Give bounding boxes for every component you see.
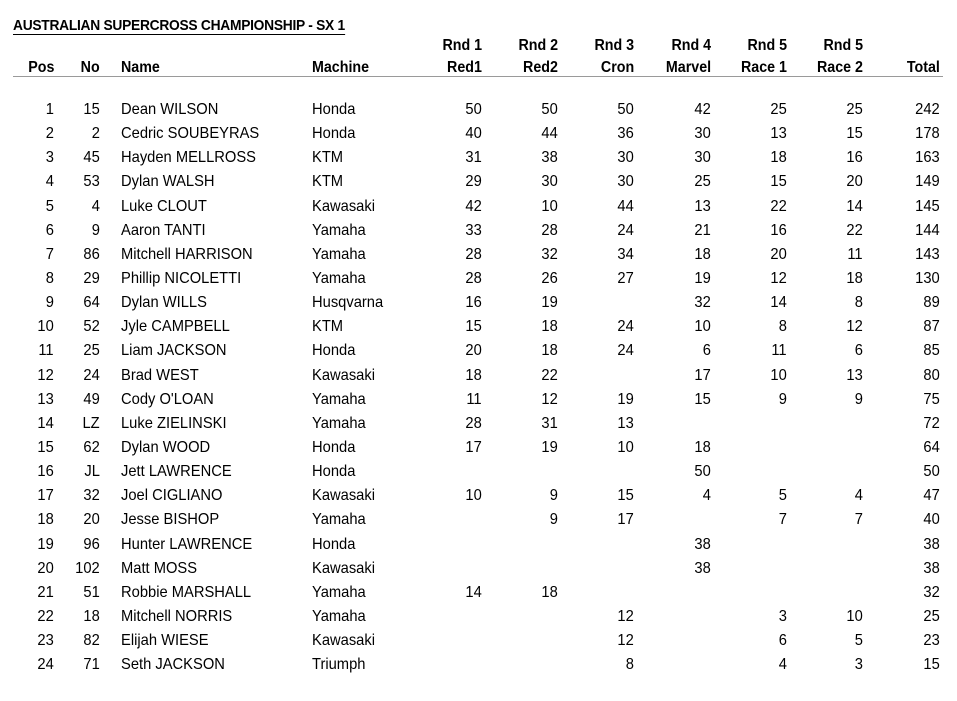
- cell-r1: 20: [465, 342, 482, 360]
- cell-machine: Husqvarna: [312, 294, 384, 312]
- cell-no: 4: [91, 197, 100, 215]
- table-row: [0, 339, 957, 363]
- header-rnd4-top: Rnd 4: [671, 37, 711, 54]
- table-row: [0, 605, 957, 629]
- cell-pos: 6: [45, 221, 54, 239]
- cell-r2: 26: [541, 269, 558, 287]
- cell-r2: 38: [541, 149, 558, 167]
- cell-no: 53: [83, 173, 100, 191]
- header-rnd5b-bottom: Race 2: [817, 59, 863, 76]
- cell-r2: 31: [541, 414, 558, 432]
- cell-no: 71: [83, 656, 100, 674]
- cell-machine: Yamaha: [312, 414, 366, 432]
- cell-no: 82: [83, 632, 100, 650]
- cell-r3: 12: [617, 607, 634, 625]
- cell-r2: 22: [541, 366, 558, 384]
- cell-r3: 8: [625, 656, 634, 674]
- cell-no: 62: [83, 438, 100, 456]
- cell-total: 40: [923, 511, 940, 529]
- cell-r5a: 14: [770, 294, 787, 312]
- cell-total: 32: [923, 583, 940, 601]
- page-title: AUSTRALIAN SUPERCROSS CHAMPIONSHIP - SX 1: [13, 17, 345, 34]
- cell-total: 47: [923, 487, 940, 505]
- cell-r5b: 7: [854, 511, 863, 529]
- cell-r5a: 3: [778, 607, 787, 625]
- header-name: Name: [121, 59, 160, 76]
- cell-r4: 18: [694, 245, 711, 263]
- cell-r3: 15: [617, 487, 634, 505]
- cell-pos: 14: [37, 414, 54, 432]
- cell-machine: Honda: [312, 101, 356, 118]
- cell-r4: 18: [694, 438, 711, 456]
- cell-name: Cody O'LOAN: [121, 390, 214, 408]
- cell-r2: 18: [541, 583, 558, 601]
- cell-machine: Honda: [312, 125, 356, 143]
- cell-machine: Yamaha: [312, 583, 366, 601]
- cell-pos: 10: [37, 318, 54, 336]
- cell-r5a: 20: [770, 245, 787, 263]
- cell-name: Liam JACKSON: [121, 342, 227, 360]
- cell-r3: 17: [617, 511, 634, 529]
- header-no: No: [80, 59, 100, 76]
- header-rnd2-bottom: Red2: [523, 59, 558, 76]
- cell-name: Jesse BISHOP: [121, 511, 220, 529]
- cell-r1: 28: [465, 414, 482, 432]
- cell-no: 86: [83, 245, 100, 263]
- cell-machine: Yamaha: [312, 607, 366, 625]
- cell-pos: 17: [37, 487, 54, 505]
- cell-total: 130: [915, 269, 940, 287]
- table-row: [0, 146, 957, 170]
- table-row: [0, 629, 957, 653]
- cell-r5b: 20: [846, 173, 863, 191]
- cell-name: Dean WILSON: [121, 101, 219, 118]
- cell-pos: 21: [37, 583, 54, 601]
- cell-r5a: 25: [770, 101, 787, 118]
- cell-r5a: 10: [770, 366, 787, 384]
- cell-r2: 28: [541, 221, 558, 239]
- cell-r4: 38: [694, 535, 711, 553]
- header-rnd3-bottom: Cron: [600, 59, 634, 76]
- cell-machine: Yamaha: [312, 221, 366, 239]
- cell-name: Elijah WIESE: [121, 632, 209, 650]
- cell-total: 242: [915, 101, 940, 118]
- cell-pos: 15: [37, 438, 54, 456]
- cell-machine: Kawasaki: [312, 559, 376, 577]
- cell-no: 64: [83, 294, 100, 312]
- cell-r2: 9: [549, 487, 558, 505]
- cell-name: Dylan WOOD: [121, 438, 211, 456]
- cell-total: 87: [923, 318, 940, 336]
- table-row: [0, 557, 957, 581]
- cell-r5b: 18: [846, 269, 863, 287]
- table-row: [0, 460, 957, 484]
- header-rnd5a-top: Rnd 5: [747, 37, 787, 54]
- cell-r2: 9: [549, 511, 558, 529]
- cell-pos: 1: [45, 101, 54, 118]
- cell-r4: 21: [694, 221, 711, 239]
- cell-total: 72: [923, 414, 940, 432]
- cell-r5b: 25: [846, 101, 863, 118]
- cell-r5b: 10: [846, 607, 863, 625]
- cell-total: 85: [923, 342, 940, 360]
- cell-no: 45: [83, 149, 100, 167]
- cell-r2: 30: [541, 173, 558, 191]
- cell-total: 38: [923, 535, 940, 553]
- table-row: [0, 412, 957, 436]
- cell-r1: 40: [465, 125, 482, 143]
- cell-r2: 19: [541, 438, 558, 456]
- cell-r5a: 9: [778, 390, 787, 408]
- cell-r3: 44: [617, 197, 634, 215]
- cell-r5a: 12: [770, 269, 787, 287]
- header-divider: [13, 76, 943, 77]
- cell-r4: 19: [694, 269, 711, 287]
- table-row: [0, 388, 957, 412]
- cell-r5b: 6: [854, 342, 863, 360]
- cell-pos: 3: [45, 149, 54, 167]
- cell-total: 15: [923, 656, 940, 674]
- cell-pos: 4: [45, 173, 54, 191]
- cell-r4: 10: [694, 318, 711, 336]
- table-header: [0, 35, 957, 77]
- cell-total: 145: [915, 197, 940, 215]
- cell-name: Luke ZIELINSKI: [121, 414, 227, 432]
- cell-r5a: 11: [771, 342, 787, 360]
- table-row: [0, 508, 957, 532]
- cell-machine: Kawasaki: [312, 487, 376, 505]
- cell-machine: Yamaha: [312, 245, 366, 263]
- header-rnd1-top: Rnd 1: [442, 37, 482, 54]
- cell-r1: 16: [465, 294, 482, 312]
- cell-r2: 18: [541, 318, 558, 336]
- cell-pos: 2: [45, 125, 54, 143]
- cell-name: Joel CIGLIANO: [121, 487, 223, 505]
- table-row: [0, 581, 957, 605]
- cell-name: Luke CLOUT: [121, 197, 207, 215]
- cell-total: 80: [923, 366, 940, 384]
- cell-r5b: 11: [847, 245, 863, 263]
- cell-r4: 17: [694, 366, 711, 384]
- cell-r1: 33: [465, 221, 482, 239]
- cell-r4: 13: [694, 197, 711, 215]
- cell-pos: 24: [37, 656, 54, 674]
- header-total: Total: [906, 59, 940, 76]
- cell-r2: 32: [541, 245, 558, 263]
- cell-total: 64: [923, 438, 940, 456]
- cell-r5b: 8: [854, 294, 863, 312]
- header-rnd1-bottom: Red1: [447, 59, 482, 76]
- table-row: [0, 291, 957, 315]
- cell-r4: 30: [694, 125, 711, 143]
- cell-r1: 18: [465, 366, 482, 384]
- cell-r5b: 4: [854, 487, 863, 505]
- table-row: [0, 219, 957, 243]
- cell-r3: 12: [617, 632, 634, 650]
- cell-no: 9: [91, 221, 100, 239]
- cell-r2: 19: [541, 294, 558, 312]
- cell-r5a: 4: [778, 656, 787, 674]
- cell-no: 20: [83, 511, 100, 529]
- cell-pos: 20: [37, 559, 54, 577]
- cell-no: 2: [91, 125, 100, 143]
- cell-r4: 4: [702, 487, 711, 505]
- cell-r3: 34: [617, 245, 634, 263]
- table-row: [0, 484, 957, 508]
- cell-r1: 10: [465, 487, 482, 505]
- cell-total: 144: [915, 221, 940, 239]
- cell-pos: 5: [45, 197, 54, 215]
- table-row: [0, 364, 957, 388]
- cell-machine: Yamaha: [312, 269, 366, 287]
- cell-machine: Honda: [312, 463, 356, 481]
- cell-r3: 13: [617, 414, 634, 432]
- cell-no: 51: [83, 583, 100, 601]
- cell-no: 102: [75, 559, 100, 577]
- cell-name: Matt MOSS: [121, 559, 198, 577]
- header-rnd5b-top: Rnd 5: [823, 37, 863, 54]
- cell-pos: 18: [37, 511, 54, 529]
- cell-r5a: 18: [770, 149, 787, 167]
- cell-total: 149: [915, 173, 940, 191]
- cell-r4: 50: [694, 463, 711, 481]
- cell-no: 29: [83, 269, 100, 287]
- cell-r5a: 6: [778, 632, 787, 650]
- cell-r5b: 9: [854, 390, 863, 408]
- cell-total: 38: [923, 559, 940, 577]
- cell-pos: 11: [38, 342, 54, 360]
- cell-r1: 31: [465, 149, 482, 167]
- cell-pos: 23: [37, 632, 54, 650]
- cell-machine: Triumph: [312, 656, 366, 674]
- cell-r5a: 8: [778, 318, 787, 336]
- header-machine: Machine: [312, 59, 370, 76]
- table-row: [0, 653, 957, 677]
- cell-total: 50: [923, 463, 940, 481]
- table-row: [0, 243, 957, 267]
- cell-pos: 8: [45, 269, 54, 287]
- cell-name: Aaron TANTI: [121, 221, 206, 239]
- cell-no: 49: [83, 390, 100, 408]
- table-row: [0, 195, 957, 219]
- table-row: [0, 170, 957, 194]
- cell-machine: Kawasaki: [312, 366, 376, 384]
- cell-r4: 25: [694, 173, 711, 191]
- cell-machine: Yamaha: [312, 390, 366, 408]
- cell-pos: 7: [45, 245, 54, 263]
- cell-name: Phillip NICOLETTI: [121, 269, 242, 287]
- cell-machine: KTM: [312, 149, 344, 167]
- header-pos: Pos: [27, 59, 54, 76]
- cell-r1: 11: [466, 390, 482, 408]
- cell-name: Jett LAWRENCE: [121, 463, 232, 481]
- cell-r5b: 5: [854, 632, 863, 650]
- cell-no: 15: [83, 101, 100, 118]
- cell-r3: 10: [617, 438, 634, 456]
- cell-r4: 38: [694, 559, 711, 577]
- cell-machine: Kawasaki: [312, 197, 376, 215]
- table-row: [0, 98, 957, 122]
- cell-pos: 12: [37, 366, 54, 384]
- cell-name: Seth JACKSON: [121, 656, 225, 674]
- cell-name: Brad WEST: [121, 366, 199, 384]
- cell-r4: 6: [702, 342, 711, 360]
- cell-r3: 30: [617, 173, 634, 191]
- cell-r4: 42: [694, 101, 711, 118]
- header-rnd5a-bottom: Race 1: [741, 59, 787, 76]
- cell-no: JL: [84, 463, 100, 481]
- header-rnd3-top: Rnd 3: [594, 37, 634, 54]
- cell-r5b: 15: [846, 125, 863, 143]
- cell-r2: 10: [541, 197, 558, 215]
- cell-pos: 22: [37, 607, 54, 625]
- cell-machine: Kawasaki: [312, 632, 376, 650]
- cell-total: 178: [915, 125, 940, 143]
- cell-r1: 42: [465, 197, 482, 215]
- table-row: [0, 315, 957, 339]
- cell-total: 143: [915, 245, 940, 263]
- cell-r4: 15: [694, 390, 711, 408]
- cell-r5a: 22: [770, 197, 787, 215]
- cell-r3: 24: [617, 221, 634, 239]
- cell-r5b: 13: [846, 366, 863, 384]
- cell-r1: 15: [465, 318, 482, 336]
- cell-no: 52: [83, 318, 100, 336]
- cell-name: Cedric SOUBEYRAS: [121, 125, 260, 143]
- cell-machine: Honda: [312, 342, 356, 360]
- cell-r5a: 7: [778, 511, 787, 529]
- table-row: [0, 122, 957, 146]
- cell-r5b: 12: [846, 318, 863, 336]
- cell-total: 23: [923, 632, 940, 650]
- cell-r1: 28: [465, 269, 482, 287]
- cell-r5a: 5: [778, 487, 787, 505]
- cell-r3: 30: [617, 149, 634, 167]
- cell-r1: 28: [465, 245, 482, 263]
- cell-no: 96: [83, 535, 100, 553]
- cell-name: Hunter LAWRENCE: [121, 535, 253, 553]
- cell-pos: 16: [37, 463, 54, 481]
- cell-name: Hayden MELLROSS: [121, 149, 256, 167]
- cell-name: Mitchell NORRIS: [121, 607, 233, 625]
- cell-name: Dylan WILLS: [121, 294, 207, 312]
- table-row: [0, 533, 957, 557]
- cell-machine: Honda: [312, 535, 356, 553]
- cell-total: 75: [923, 390, 940, 408]
- cell-no: 25: [83, 342, 100, 360]
- cell-name: Robbie MARSHALL: [121, 583, 252, 601]
- cell-r3: 24: [617, 318, 634, 336]
- cell-r3: 27: [617, 269, 634, 287]
- cell-name: Mitchell HARRISON: [121, 245, 253, 263]
- header-rnd4-bottom: Marvel: [665, 59, 711, 76]
- cell-name: Dylan WALSH: [121, 173, 215, 191]
- cell-r1: 14: [465, 583, 482, 601]
- cell-no: LZ: [82, 414, 100, 432]
- header-rnd2-top: Rnd 2: [518, 37, 558, 54]
- cell-r3: 36: [617, 125, 634, 143]
- cell-r5a: 15: [770, 173, 787, 191]
- cell-r3: 19: [617, 390, 634, 408]
- cell-pos: 13: [37, 390, 54, 408]
- standings-table-body: [0, 98, 957, 677]
- cell-r4: 32: [694, 294, 711, 312]
- cell-pos: 9: [45, 294, 54, 312]
- cell-r3: 24: [617, 342, 634, 360]
- table-row: [0, 267, 957, 291]
- cell-r2: 18: [541, 342, 558, 360]
- cell-r5b: 3: [854, 656, 863, 674]
- cell-name: Jyle CAMPBELL: [121, 318, 230, 336]
- cell-total: 163: [915, 149, 940, 167]
- cell-machine: KTM: [312, 173, 344, 191]
- cell-r1: 29: [465, 173, 482, 191]
- cell-r2: 50: [541, 101, 558, 118]
- cell-r5b: 22: [846, 221, 863, 239]
- cell-r2: 44: [541, 125, 558, 143]
- cell-no: 32: [83, 487, 100, 505]
- cell-no: 18: [83, 607, 100, 625]
- cell-machine: Honda: [312, 438, 356, 456]
- cell-machine: Yamaha: [312, 511, 366, 529]
- cell-r1: 17: [465, 438, 482, 456]
- table-row: [0, 436, 957, 460]
- cell-r3: 50: [617, 101, 634, 118]
- cell-r5a: 16: [770, 221, 787, 239]
- cell-r5b: 16: [846, 149, 863, 167]
- cell-r5a: 13: [770, 125, 787, 143]
- cell-no: 24: [83, 366, 100, 384]
- cell-r4: 30: [694, 149, 711, 167]
- cell-machine: KTM: [312, 318, 344, 336]
- cell-total: 89: [923, 294, 940, 312]
- cell-r2: 12: [541, 390, 558, 408]
- cell-r5b: 14: [846, 197, 863, 215]
- cell-total: 25: [923, 607, 940, 625]
- cell-pos: 19: [37, 535, 54, 553]
- cell-r1: 50: [465, 101, 482, 118]
